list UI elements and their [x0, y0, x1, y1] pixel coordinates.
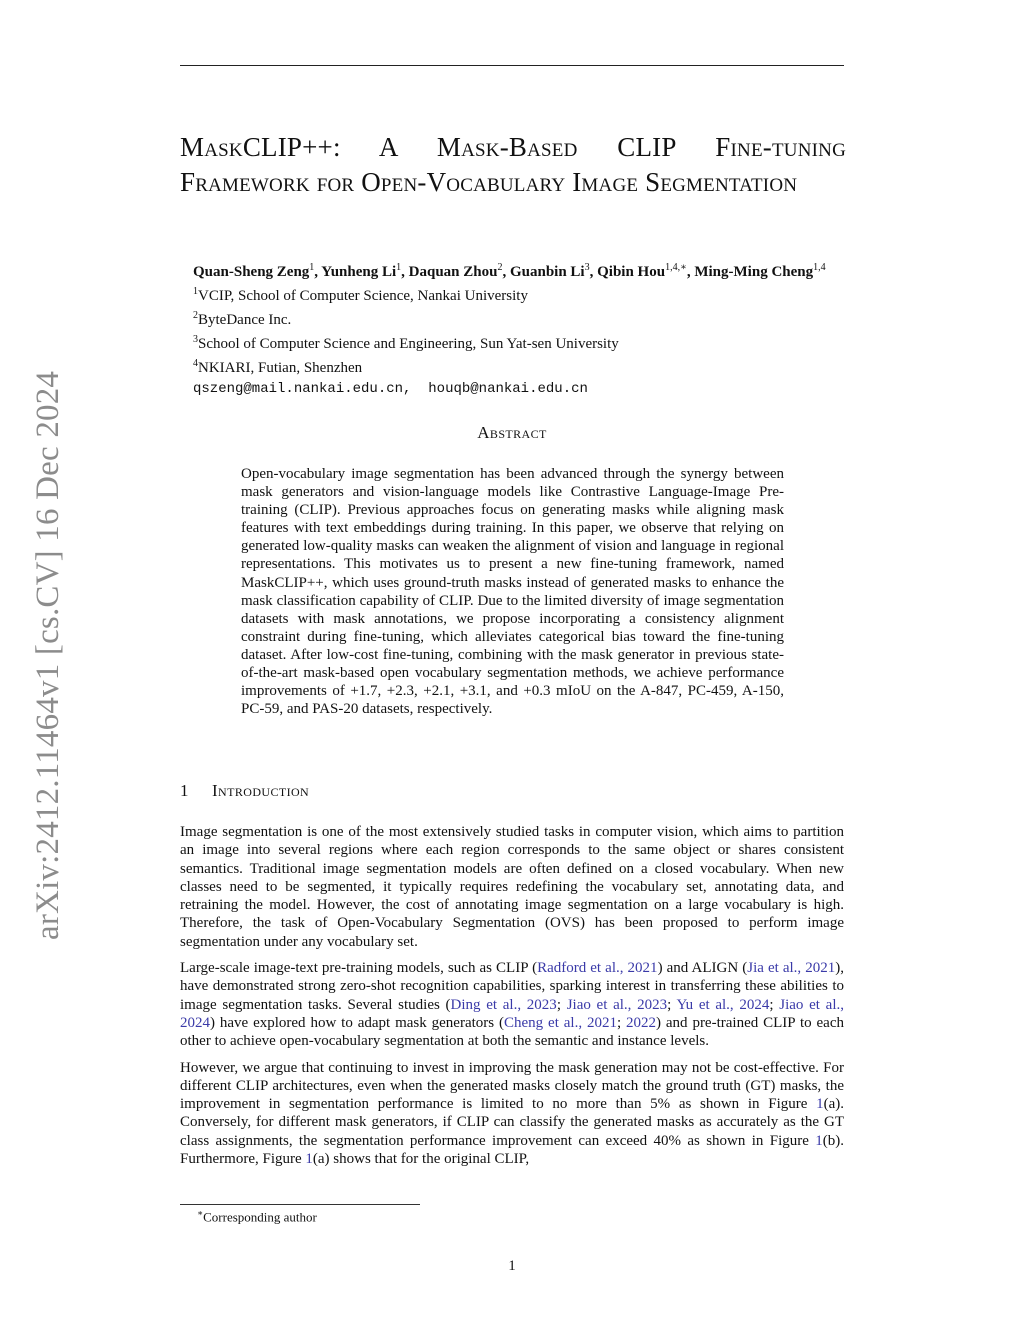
- citation-link[interactable]: 1: [816, 1096, 824, 1113]
- footnote-rule: [180, 1204, 420, 1205]
- body-paragraph: However, we argue that continuing to invest in improving the mask generation may not be cost-effective. For different CLIP architectures, even when the generated masks closely match the ground truth (GT) masks, the improvement in segmentation performance is limited to no more than 5% as shown in Figure 1(a). Conversely, for different mask generators, if CLIP can classify the generated masks as accurately as the GT class assignments, the segmentation performance improvement can exceed 40% as shown in Figure 1(b). Furthermore, Figure 1(a) shows that for the original CLIP,: [180, 1059, 844, 1168]
- email-list: qszeng@mail.nankai.edu.cn, houqb@nankai.edu.cn: [193, 381, 588, 397]
- footnote-mark: ∗: [197, 1208, 204, 1218]
- citation-link[interactable]: Yu et al., 2024: [676, 996, 770, 1013]
- author-affiliation-mark: 1: [309, 262, 315, 273]
- body-paragraph: Large-scale image-text pre-training models, such as CLIP (Radford et al., 2021) and ALIGN (Jia et al., 2021), have demonstrated strong zero-shot recognition capabilities, sparking interest in transferring these abilities to image segmentation tasks. Several studies (Ding et al., 2023; Jiao et al., 2023; Yu et al., 2024; Jiao et al., 2024) have explored how to adapt mask generators (Cheng et al., 2021; 2022) and pre-trained CLIP to each other to achieve open-vocabulary segmentation at both the semantic and instance levels.: [180, 960, 844, 1050]
- citation-link[interactable]: Cheng et al., 2021: [503, 1014, 617, 1031]
- affiliation-list: [193, 282, 933, 378]
- author-list: Quan-Sheng Zeng$^1$, Yunheng Li$^1$, Daquan Zhou$^2$, Guanbin Li$^3$, Qibin Hou$^{1,4,∗}$, Ming-Ming Cheng$^{1,4}$: [193, 262, 826, 280]
- section-title: Introduction: [212, 781, 310, 800]
- author-affiliation-mark: 3: [584, 262, 590, 273]
- author-name: Qibin Hou: [597, 264, 666, 280]
- citation-link[interactable]: Radford et al., 2021: [537, 960, 658, 977]
- paper-title: MaskCLIP++: A Mask-Based CLIP Fine-tuning Framework for Open-Vocabulary Image Segmentation: [180, 132, 846, 197]
- arxiv-identifier: arXiv:2412.11464v1 [cs.CV] 16 Dec 2024: [30, 370, 66, 940]
- author-affiliation-mark: 2: [497, 262, 503, 273]
- email-address[interactable]: houqb@nankai.edu.cn: [428, 381, 588, 397]
- page-number: 1: [508, 1258, 516, 1274]
- affiliation-line: $^3$School of Computer Science and Engineering, Sun Yat-sen University: [193, 334, 619, 352]
- citation-link[interactable]: Ding et al., 2023: [450, 996, 557, 1013]
- author-block: [193, 258, 933, 399]
- citation-link[interactable]: 1: [815, 1132, 823, 1149]
- affiliation-line: $^2$ByteDance Inc.: [193, 310, 292, 328]
- citation-link[interactable]: Jia et al., 2021: [747, 960, 836, 977]
- top-rule: [180, 65, 844, 66]
- abstract-text: Open-vocabulary image segmentation has been advanced through the synergy between mask generators and vision-language models like Contrastive Language-Image Pre-training (CLIP). Previous approaches focus on generating masks while aligning mask features with text embeddings during training. In this paper, we observe that relying on generated low-quality masks can weaken the alignment of vision and language in regional representations. This motivates us to present a new fine-tuning framework, named MaskCLIP++, which uses ground-truth masks instead of generated masks to enhance the mask classification capability of CLIP. Due to the limited diversity of image segmentation datasets with mask annotations, we propose incorporating a consistency alignment constraint during fine-tuning, which alleviates categorical bias toward the fine-tuning dataset. After low-cost fine-tuning, combining with the mask generator in previous state-of-the-art mask-based open vocabulary segmentation methods, we achieve performance improvements of +1.7, +2.3, +2.1, +3.1, and +0.3 mIoU on the A-847, PC-459, A-150, PC-59, and PAS-20 datasets, respectively.: [241, 466, 784, 718]
- section-heading: [180, 781, 309, 801]
- author-affiliation-mark: 1: [396, 262, 402, 273]
- citation-link[interactable]: 1: [305, 1151, 313, 1168]
- author-name: Quan-Sheng Zeng: [193, 264, 310, 280]
- affiliation-line: $^1$VCIP, School of Computer Science, Nankai University: [193, 286, 528, 304]
- email-address[interactable]: qszeng@mail.nankai.edu.cn: [193, 381, 404, 397]
- affiliation-line: $^4$NKIARI, Futian, Shenzhen: [193, 358, 363, 376]
- abstract-heading: Abstract: [477, 423, 547, 442]
- author-affiliation-mark: 1,4,∗: [665, 262, 687, 273]
- introduction-body: [180, 823, 844, 1176]
- author-name: Guanbin Li: [509, 264, 585, 280]
- author-name: Daquan Zhou: [408, 264, 498, 280]
- author-name: Yunheng Li: [321, 264, 397, 280]
- author-name: Ming-Ming Cheng: [694, 264, 814, 280]
- footnote-text: Corresponding author: [203, 1209, 317, 1225]
- citation-link[interactable]: Jiao et al., 2024: [180, 996, 844, 1031]
- citation-link[interactable]: 2022: [626, 1014, 657, 1031]
- body-paragraph: Image segmentation is one of the most extensively studied tasks in computer vision, which aims to partition an image into several regions where each region corresponds to the same object or shares consistent semantics. Traditional image segmentation models are often defined on a closed vocabulary. When new classes need to be segmented, it typically requires redefining the vocabulary set, annotating data, and retraining the model. However, the cost of annotating image segmentation on a large vocabulary is high. Therefore, the task of Open-Vocabulary Segmentation (OVS) has been proposed to perform image segmentation under any vocabulary set.: [180, 824, 844, 950]
- footnote: [197, 1208, 317, 1225]
- citation-link[interactable]: Jiao et al., 2023: [566, 996, 668, 1013]
- section-number: 1: [180, 781, 189, 800]
- author-affiliation-mark: 1,4: [813, 262, 826, 273]
